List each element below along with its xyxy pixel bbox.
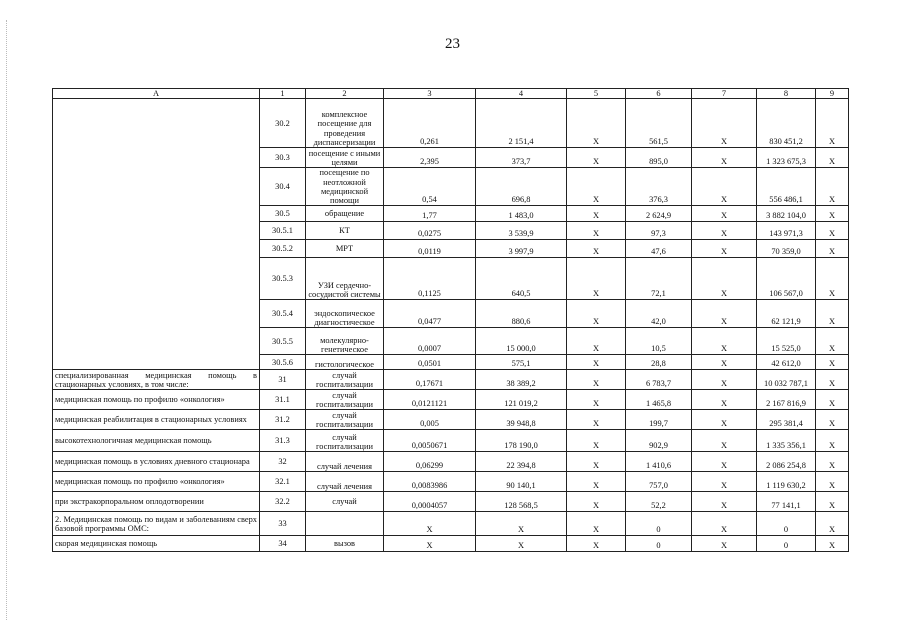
col-5-value: Х xyxy=(567,328,626,355)
col-5-value: Х xyxy=(567,390,626,410)
table-row xyxy=(53,410,849,430)
unit-of-measure: обращение xyxy=(306,206,384,222)
col-7-value: Х xyxy=(692,222,757,240)
col-7-value: Х xyxy=(692,536,757,552)
col-9-value: Х xyxy=(816,99,849,148)
col-9-value: Х xyxy=(816,148,849,168)
unit-of-measure: случай лечения xyxy=(306,472,384,492)
col-9-value: Х xyxy=(816,240,849,258)
col-5-value: Х xyxy=(567,410,626,430)
row-description xyxy=(53,300,260,328)
row-number: 32 xyxy=(260,452,306,472)
row-number: 32.2 xyxy=(260,492,306,512)
col-7-value: Х xyxy=(692,452,757,472)
data-table xyxy=(52,88,849,552)
col-3-value: 0,0050671 xyxy=(384,430,476,452)
table-row xyxy=(53,472,849,492)
col-3-value: 0,1125 xyxy=(384,258,476,300)
col-4-value: 128 568,5 xyxy=(476,492,567,512)
col-3-value: 0,005 xyxy=(384,410,476,430)
col-4-value: 3 539,9 xyxy=(476,222,567,240)
col-6-value: 42,0 xyxy=(626,300,692,328)
row-description: медицинская помощь в условиях дневного стационара xyxy=(53,452,260,472)
row-number: 33 xyxy=(260,512,306,536)
col-9-value: Х xyxy=(816,492,849,512)
table-row xyxy=(53,148,849,168)
col-9-value: Х xyxy=(816,328,849,355)
table-row xyxy=(53,99,849,148)
row-number: 34 xyxy=(260,536,306,552)
col-4-value: 15 000,0 xyxy=(476,328,567,355)
col-9-value: Х xyxy=(816,258,849,300)
table-row xyxy=(53,328,849,355)
col-6-value: 52,2 xyxy=(626,492,692,512)
table-row xyxy=(53,222,849,240)
col-7-value: Х xyxy=(692,472,757,492)
row-number: 31.1 xyxy=(260,390,306,410)
header-cell: 4 xyxy=(476,89,567,99)
row-number: 30.5.6 xyxy=(260,355,306,370)
table-row xyxy=(53,168,849,206)
col-4-value: 39 948,8 xyxy=(476,410,567,430)
col-6-value: 757,0 xyxy=(626,472,692,492)
col-3-value: 0,0121121 xyxy=(384,390,476,410)
header-cell: 8 xyxy=(757,89,816,99)
row-description xyxy=(53,99,260,148)
row-number: 30.5.1 xyxy=(260,222,306,240)
unit-of-measure: вызов xyxy=(306,536,384,552)
col-6-value: 1 410,6 xyxy=(626,452,692,472)
col-8-value: 143 971,3 xyxy=(757,222,816,240)
col-8-value: 77 141,1 xyxy=(757,492,816,512)
col-5-value: Х xyxy=(567,430,626,452)
col-5-value: Х xyxy=(567,512,626,536)
col-7-value: Х xyxy=(692,258,757,300)
col-5-value: Х xyxy=(567,168,626,206)
row-number: 30.2 xyxy=(260,99,306,148)
unit-of-measure: КТ xyxy=(306,222,384,240)
col-7-value: Х xyxy=(692,492,757,512)
col-9-value: Х xyxy=(816,410,849,430)
unit-of-measure xyxy=(306,512,384,536)
row-number: 30.5.3 xyxy=(260,258,306,300)
col-5-value: Х xyxy=(567,222,626,240)
table-row xyxy=(53,536,849,552)
margin-dotted-line xyxy=(6,20,7,620)
row-number: 32.1 xyxy=(260,472,306,492)
unit-of-measure: эндоскопическое диагностическое xyxy=(306,300,384,328)
row-description xyxy=(53,206,260,222)
table-row xyxy=(53,512,849,536)
header-cell: 9 xyxy=(816,89,849,99)
row-description xyxy=(53,355,260,370)
row-description xyxy=(53,258,260,300)
col-8-value: 42 612,0 xyxy=(757,355,816,370)
header-cell: 3 xyxy=(384,89,476,99)
col-6-value: 6 783,7 xyxy=(626,370,692,390)
col-9-value: Х xyxy=(816,370,849,390)
row-description: специализированная медицинская помощь в стационарных условиях, в том числе: xyxy=(53,370,260,390)
col-6-value: 902,9 xyxy=(626,430,692,452)
header-cell: 5 xyxy=(567,89,626,99)
col-8-value: 2 167 816,9 xyxy=(757,390,816,410)
col-6-value: 2 624,9 xyxy=(626,206,692,222)
unit-of-measure: МРТ xyxy=(306,240,384,258)
unit-of-measure: случай госпитализации xyxy=(306,390,384,410)
col-8-value: 0 xyxy=(757,512,816,536)
col-3-value: 1,77 xyxy=(384,206,476,222)
col-9-value: Х xyxy=(816,452,849,472)
col-3-value: 0,0275 xyxy=(384,222,476,240)
row-number: 30.5.5 xyxy=(260,328,306,355)
col-4-value: 3 997,9 xyxy=(476,240,567,258)
unit-of-measure: комплексное посещение для проведения диспансеризации xyxy=(306,99,384,148)
col-3-value: 0,0477 xyxy=(384,300,476,328)
table-row xyxy=(53,206,849,222)
col-4-value: 121 019,2 xyxy=(476,390,567,410)
col-4-value: 640,5 xyxy=(476,258,567,300)
col-9-value: Х xyxy=(816,300,849,328)
col-8-value: 62 121,9 xyxy=(757,300,816,328)
col-4-value: 2 151,4 xyxy=(476,99,567,148)
col-9-value: Х xyxy=(816,430,849,452)
col-7-value: Х xyxy=(692,512,757,536)
table-row xyxy=(53,300,849,328)
unit-of-measure: посещение по неотложной медицинской помощи xyxy=(306,168,384,206)
col-3-value: 0,0007 xyxy=(384,328,476,355)
col-7-value: Х xyxy=(692,300,757,328)
row-number: 30.3 xyxy=(260,148,306,168)
col-4-value: 880,6 xyxy=(476,300,567,328)
unit-of-measure: УЗИ сердечно-сосудистой системы xyxy=(306,258,384,300)
row-description: медицинская помощь по профилю «онкология» xyxy=(53,472,260,492)
col-5-value: Х xyxy=(567,99,626,148)
col-4-value: Х xyxy=(476,512,567,536)
row-description xyxy=(53,328,260,355)
row-description: высокотехнологичная медицинская помощь xyxy=(53,430,260,452)
unit-of-measure: случай госпитализации xyxy=(306,410,384,430)
col-3-value: 0,54 xyxy=(384,168,476,206)
row-description xyxy=(53,240,260,258)
col-4-value: 696,8 xyxy=(476,168,567,206)
row-description: медицинская помощь по профилю «онкология» xyxy=(53,390,260,410)
col-3-value: 0,17671 xyxy=(384,370,476,390)
col-8-value: 295 381,4 xyxy=(757,410,816,430)
row-description: медицинская реабилитация в стационарных условиях xyxy=(53,410,260,430)
col-7-value: Х xyxy=(692,430,757,452)
col-6-value: 1 465,8 xyxy=(626,390,692,410)
header-cell: 2 xyxy=(306,89,384,99)
col-7-value: Х xyxy=(692,370,757,390)
col-8-value: 830 451,2 xyxy=(757,99,816,148)
row-description: 2. Медицинская помощь по видам и заболеваниям сверх базовой программы ОМС: xyxy=(53,512,260,536)
col-4-value: 22 394,8 xyxy=(476,452,567,472)
col-5-value: Х xyxy=(567,206,626,222)
col-7-value: Х xyxy=(692,328,757,355)
table-row xyxy=(53,240,849,258)
unit-of-measure: случай госпитализации xyxy=(306,370,384,390)
table-row xyxy=(53,452,849,472)
col-8-value: 1 335 356,1 xyxy=(757,430,816,452)
col-7-value: Х xyxy=(692,410,757,430)
header-cell: 6 xyxy=(626,89,692,99)
col-5-value: Х xyxy=(567,300,626,328)
col-9-value: Х xyxy=(816,512,849,536)
col-6-value: 10,5 xyxy=(626,328,692,355)
col-8-value: 106 567,0 xyxy=(757,258,816,300)
col-6-value: 0 xyxy=(626,536,692,552)
row-number: 31 xyxy=(260,370,306,390)
col-5-value: Х xyxy=(567,536,626,552)
unit-of-measure: случай xyxy=(306,492,384,512)
col-6-value: 28,8 xyxy=(626,355,692,370)
col-8-value: 15 525,0 xyxy=(757,328,816,355)
col-5-value: Х xyxy=(567,452,626,472)
unit-of-measure: посещение с иными целями xyxy=(306,148,384,168)
header-cell: 1 xyxy=(260,89,306,99)
header-row xyxy=(53,89,849,99)
row-number: 30.4 xyxy=(260,168,306,206)
table-row xyxy=(53,370,849,390)
col-3-value: 0,0083986 xyxy=(384,472,476,492)
row-number: 30.5.2 xyxy=(260,240,306,258)
col-9-value: Х xyxy=(816,355,849,370)
row-number: 31.2 xyxy=(260,410,306,430)
row-description xyxy=(53,148,260,168)
col-4-value: 178 190,0 xyxy=(476,430,567,452)
col-9-value: Х xyxy=(816,472,849,492)
col-9-value: Х xyxy=(816,536,849,552)
col-4-value: 575,1 xyxy=(476,355,567,370)
row-description xyxy=(53,222,260,240)
col-7-value: Х xyxy=(692,355,757,370)
col-3-value: 2,395 xyxy=(384,148,476,168)
col-9-value: Х xyxy=(816,168,849,206)
col-8-value: 3 882 104,0 xyxy=(757,206,816,222)
col-7-value: Х xyxy=(692,240,757,258)
col-5-value: Х xyxy=(567,370,626,390)
row-description: скорая медицинская помощь xyxy=(53,536,260,552)
unit-of-measure: гистологическое xyxy=(306,355,384,370)
col-3-value: 0,06299 xyxy=(384,452,476,472)
col-6-value: 561,5 xyxy=(626,99,692,148)
row-number: 31.3 xyxy=(260,430,306,452)
col-6-value: 0 xyxy=(626,512,692,536)
unit-of-measure: случай госпитализации xyxy=(306,430,384,452)
col-9-value: Х xyxy=(816,222,849,240)
col-8-value: 70 359,0 xyxy=(757,240,816,258)
col-7-value: Х xyxy=(692,390,757,410)
col-6-value: 376,3 xyxy=(626,168,692,206)
col-6-value: 47,6 xyxy=(626,240,692,258)
col-9-value: Х xyxy=(816,390,849,410)
col-5-value: Х xyxy=(567,355,626,370)
col-3-value: 0,0004057 xyxy=(384,492,476,512)
col-4-value: 373,7 xyxy=(476,148,567,168)
col-7-value: Х xyxy=(692,206,757,222)
table-row xyxy=(53,430,849,452)
col-8-value: 0 xyxy=(757,536,816,552)
table-row xyxy=(53,258,849,300)
col-5-value: Х xyxy=(567,240,626,258)
col-6-value: 97,3 xyxy=(626,222,692,240)
header-cell: А xyxy=(53,89,260,99)
col-8-value: 1 323 675,3 xyxy=(757,148,816,168)
row-number: 30.5 xyxy=(260,206,306,222)
col-8-value: 1 119 630,2 xyxy=(757,472,816,492)
col-3-value: 0,261 xyxy=(384,99,476,148)
table-row xyxy=(53,492,849,512)
col-6-value: 199,7 xyxy=(626,410,692,430)
col-8-value: 556 486,1 xyxy=(757,168,816,206)
col-6-value: 895,0 xyxy=(626,148,692,168)
col-7-value: Х xyxy=(692,148,757,168)
col-7-value: Х xyxy=(692,99,757,148)
table-row xyxy=(53,355,849,370)
row-description: при экстракорпоральном оплодотворении xyxy=(53,492,260,512)
table-row xyxy=(53,390,849,410)
col-3-value: 0,0119 xyxy=(384,240,476,258)
col-4-value: Х xyxy=(476,536,567,552)
col-7-value: Х xyxy=(692,168,757,206)
col-4-value: 90 140,1 xyxy=(476,472,567,492)
col-6-value: 72,1 xyxy=(626,258,692,300)
col-3-value: Х xyxy=(384,536,476,552)
col-8-value: 10 032 787,1 xyxy=(757,370,816,390)
col-4-value: 1 483,0 xyxy=(476,206,567,222)
col-5-value: Х xyxy=(567,492,626,512)
page-number: 23 xyxy=(445,36,460,52)
col-3-value: Х xyxy=(384,512,476,536)
row-description xyxy=(53,168,260,206)
col-3-value: 0,0501 xyxy=(384,355,476,370)
col-5-value: Х xyxy=(567,148,626,168)
unit-of-measure: молекулярно-генетическое xyxy=(306,328,384,355)
col-5-value: Х xyxy=(567,472,626,492)
col-4-value: 38 389,2 xyxy=(476,370,567,390)
unit-of-measure: случай лечения xyxy=(306,452,384,472)
header-cell: 7 xyxy=(692,89,757,99)
row-number: 30.5.4 xyxy=(260,300,306,328)
col-9-value: Х xyxy=(816,206,849,222)
table-body xyxy=(53,99,849,552)
col-8-value: 2 086 254,8 xyxy=(757,452,816,472)
col-5-value: Х xyxy=(567,258,626,300)
